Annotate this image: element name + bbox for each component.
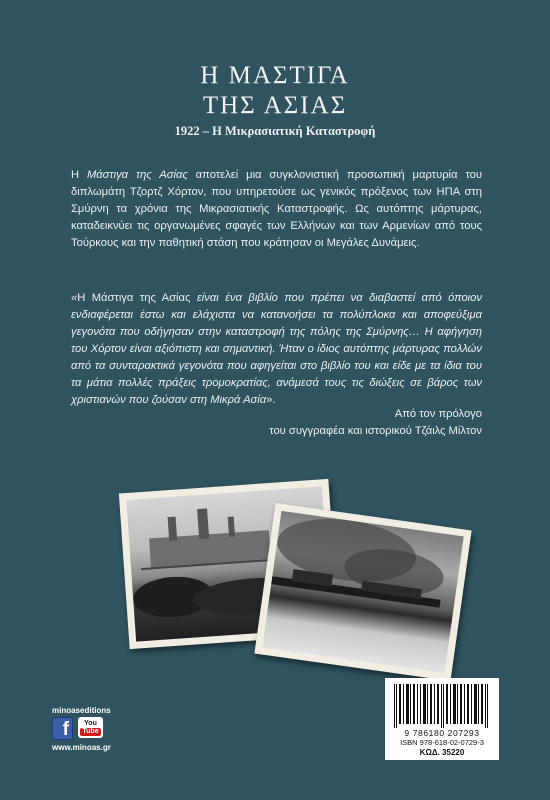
blurb-paragraph	[71, 167, 482, 252]
social-links	[52, 717, 103, 740]
youtube-tube: Tube	[82, 727, 99, 735]
photo-fire-image	[262, 511, 463, 673]
quote-paragraph	[71, 290, 482, 409]
youtube-you: You	[84, 719, 97, 727]
quote-open: «	[71, 292, 78, 304]
barcode-panel	[385, 678, 499, 760]
isbn-text: ISBN 978-618-02-0729-3	[400, 738, 484, 747]
publisher-name: minoaseditions	[52, 706, 111, 715]
book-subtitle: 1922 – Η Μικρασιατική Καταστροφή	[174, 124, 376, 138]
book-title-line1: Η ΜΑΣΤΙΓΑ	[200, 62, 350, 89]
historic-photo-fire	[254, 503, 471, 681]
blurb-book-title: Μάστιγα της Ασίας	[86, 169, 188, 181]
facebook-glyph: f	[62, 719, 69, 740]
quote-book-title: Η Μάστιγα της Ασίας	[77, 292, 191, 304]
quote-close: ».	[266, 394, 276, 406]
blurb-body: αποτελεί μια συγκλονιστική προσωπική μαρτυρία του διπλωμάτη Τζορτζ Χόρτον, που υπηρετούσε ως γενικός πρόξενος των ΗΠΑ στη Σμύρνη τα χρόνια της Μικρασιατικής Καταστροφής. Ως αυτόπτης μάρτυρας, καταδεικνύει τις οργανωμένες σφαγές των Ελλήνων και των Αρμενίων από τους Τούρκους και την παθητική στάση που κράτησαν οι Μεγάλες Δυνάμεις.	[71, 169, 483, 249]
product-code: ΚΩΔ. 35220	[419, 748, 465, 757]
youtube-icon[interactable]	[78, 717, 103, 738]
attribution-line2: του συγγραφέα και ιστορικού Τζάιλς Μίλτον	[269, 425, 482, 437]
blurb-lead: Η	[71, 169, 87, 181]
quote-body: είναι ένα βιβλίο που πρέπει να διαβαστεί από όποιον ενδιαφέρεται έστω και ελάχιστα να κατανοήσει τα πολύπλοκα και αποφεύξιμα γεγονότα που οδήγησαν στην καταστροφή της πόλης της Σμύρνης… Η αφήγηση του Χόρτον είναι αξιόπιστη και σημαντική. Ήταν ο ίδιος αυτόπτης μάρτυρας πολλών από τα συνταρακτικά γεγονότα που αφηγείται στο βιβλίο του και είδε με τα ίδια του τα μάτια πολλές πράξεις τρομοκρατίας, ανάμεσά τους τις διώξεις σε βάρος των χριστιανών που ζούσαν στη Μικρά Ασία	[71, 292, 482, 406]
publisher-url[interactable]: www.minoas.gr	[52, 743, 111, 752]
attribution-line1: Από τον πρόλογο	[394, 408, 482, 420]
barcode-icon	[394, 684, 490, 728]
book-title-line2: ΤΗΣ ΑΣΙΑΣ	[202, 92, 348, 119]
facebook-icon[interactable]	[52, 717, 73, 740]
barcode-digits: 9 786180 207293	[404, 728, 480, 738]
